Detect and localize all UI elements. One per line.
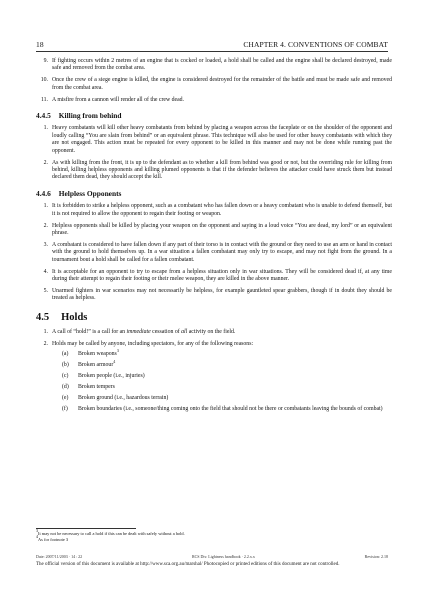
footnote-mark: 4 bbox=[113, 359, 116, 365]
list-item bbox=[36, 329, 392, 336]
subsection-title: Helpless Opponents bbox=[58, 188, 122, 198]
chapter-title: CHAPTER 4. CONVENTIONS OF COMBAT bbox=[243, 40, 388, 49]
subsection-title: Killing from behind bbox=[58, 111, 122, 121]
footnotes bbox=[36, 528, 388, 542]
text-run: activity on the field. bbox=[187, 329, 236, 336]
list-item bbox=[36, 223, 392, 238]
sub-list-item bbox=[52, 348, 392, 358]
list-item bbox=[36, 125, 392, 155]
footnote-text: It may not be necessary to call a hold if this can be dealt with safely without a hold. bbox=[38, 531, 185, 536]
item-text: Unarmed fighters in war scenarios may not necessarily be helpless, for example gauntleted spear grabbers, though if in doubt they should be treated as helpless. bbox=[52, 287, 392, 302]
sub-item-text: Broken people (i.e., injuries) bbox=[78, 373, 145, 380]
sub-list-item bbox=[52, 384, 392, 391]
item-text: It is acceptable for an opponent to try to escape from a helpless situation only in war situations. They will be considered dead if, at any time during their attempt to regain their footing or their melee weapon, they are killed in the above manner. bbox=[52, 268, 392, 282]
emphasis-all: all bbox=[181, 329, 188, 336]
sub-list-item bbox=[52, 406, 392, 413]
footnote-rule bbox=[36, 528, 136, 529]
list-item bbox=[36, 341, 392, 414]
footnote-mark: 3 bbox=[116, 348, 119, 354]
section-number: 4.5 bbox=[36, 311, 50, 323]
killing-list bbox=[36, 125, 392, 181]
item-text: Holds may be called by anyone, including spectators, for any of the following reasons: bbox=[52, 340, 254, 347]
sub-item-text: Broken armour bbox=[78, 362, 114, 369]
list-item bbox=[36, 97, 392, 104]
page-number: 18 bbox=[36, 40, 44, 49]
sub-item-letter: (a) bbox=[62, 351, 69, 358]
item-text: Once the crew of a siege engine is killed, the engine is considered destroyed for the remainder of the battle and must be made safe and removed from the combat area. bbox=[52, 77, 392, 91]
list-item bbox=[36, 269, 392, 284]
item-number: 2. bbox=[43, 159, 48, 166]
item-number: 2. bbox=[43, 340, 48, 347]
list-item bbox=[36, 160, 392, 182]
item-text: Helpless opponents shall be killed by placing your weapon on the opponent and saying in a loud voice “You are dead, my lord” or an equivalent phrase. bbox=[52, 222, 392, 236]
page-footer bbox=[36, 554, 388, 559]
item-text: Heavy combatants will kill other heavy combatants from behind by placing a weapon across the faceplate or on the shoulder of the opponent and loudly calling “You are slain from behind” or an equivalent phrase. This technique will also be used for other heavy combatants with which they are not engaged. This action must be repeated for every opponent to be killed in this manner and may not be done while running past the opponent. bbox=[52, 125, 392, 154]
sub-list-item bbox=[52, 373, 392, 380]
sub-item-letter: (f) bbox=[62, 406, 68, 413]
sub-list-item bbox=[52, 359, 392, 369]
sub-list-item bbox=[52, 395, 392, 402]
sub-item-text: Broken weapons bbox=[78, 351, 117, 358]
item-text: A misfire from a cannon will render all of the crew dead. bbox=[52, 96, 184, 103]
footnote-mark: 4 bbox=[36, 533, 38, 539]
item-text: It is forbidden to strike a helpless opponent, such as a combatant who has fallen down or a heavy combatant who is unable to defend themself, but it is not required to allow the opponent to regain their footing or weapon. bbox=[52, 203, 392, 217]
item-number: 1. bbox=[43, 329, 48, 336]
item-number: 3. bbox=[43, 241, 48, 248]
item-text bbox=[52, 329, 235, 335]
sub-item-letter: (e) bbox=[62, 395, 69, 402]
holds-list bbox=[36, 329, 392, 414]
list-item bbox=[36, 58, 392, 73]
footnote-text: As for footnote 3 bbox=[38, 536, 69, 542]
footer-revision: Revision: 2.18 bbox=[364, 554, 388, 559]
section-heading-holds bbox=[36, 311, 392, 323]
item-number: 10. bbox=[40, 77, 48, 84]
running-head bbox=[36, 40, 388, 49]
item-number: 4. bbox=[43, 268, 48, 275]
header-rule bbox=[36, 51, 388, 52]
page-content bbox=[36, 58, 392, 418]
list-item bbox=[36, 288, 392, 303]
footnote-mark: 3 bbox=[36, 528, 38, 533]
section-title: Holds bbox=[61, 311, 88, 323]
text-run: A call of “hold!” is a call for an bbox=[52, 329, 127, 336]
list-item bbox=[36, 242, 392, 264]
text-run: cessation of bbox=[150, 329, 182, 336]
helpless-list bbox=[36, 203, 392, 302]
sub-item-text: Broken tempers bbox=[78, 384, 115, 391]
footer-note: The official version of this document is available at http://www.sca.org.au/marshal/ Photocopied or printed editions of this document are not controlled. bbox=[36, 562, 340, 567]
item-text: As with killing from the front, it is up to the defendant as to whether a kill from behind was good or not, but the overriding rule for killing from behind, killing helpless opponents and killing plumed opponents is that if the defender believes the attacker could have struck them but instead declared them dead, they should accept the kill. bbox=[52, 159, 392, 181]
subsection-number: 4.4.6 bbox=[36, 188, 51, 198]
sub-item-letter: (d) bbox=[62, 384, 69, 391]
item-text: A combatant is considered to have fallen down if any part of their torso is in contact with the ground or they need to use an arm or hand in contact with the ground to hold themselves up. In a war situation a fallen combatant may only try to escape, and may not fight from the ground. In a tournament bout a hold shall be called for a fallen combatant. bbox=[52, 241, 392, 263]
item-number: 1. bbox=[43, 125, 48, 132]
item-number: 11. bbox=[40, 96, 48, 103]
sub-item-letter: (b) bbox=[62, 362, 69, 369]
footer-file: RCS Div. Lightness handbook · 2.2.x.x bbox=[191, 554, 255, 559]
emphasis-immediate: immediate bbox=[126, 329, 151, 336]
item-number: 2. bbox=[43, 222, 48, 229]
subsection-number: 4.4.5 bbox=[36, 111, 51, 121]
sub-item-text: Broken ground (i.e., hazardous terrain) bbox=[78, 395, 169, 402]
sub-item-text: Broken boundaries (i.e., someone/thing coming onto the field that should not be there or combatants leaving the bounds of combat) bbox=[78, 406, 383, 413]
sub-item-letter: (c) bbox=[62, 373, 69, 380]
footer-date: Date: 2007/11/2003 · 14 : 22 bbox=[36, 554, 83, 559]
hold-reasons-list bbox=[52, 348, 392, 413]
item-number: 5. bbox=[43, 287, 48, 294]
subsection-heading-helpless bbox=[36, 190, 392, 197]
item-number: 1. bbox=[43, 203, 48, 210]
list-item bbox=[36, 203, 392, 218]
list-item bbox=[36, 77, 392, 92]
intro-list bbox=[36, 58, 392, 104]
subsection-heading-killing bbox=[36, 112, 392, 119]
item-text: If fighting occurs within 2 metres of an engine that is cocked or loaded, a hold shall be called and the engine shall be declared destroyed, made safe and removed from the combat area. bbox=[52, 58, 392, 72]
item-number: 9. bbox=[43, 58, 48, 64]
